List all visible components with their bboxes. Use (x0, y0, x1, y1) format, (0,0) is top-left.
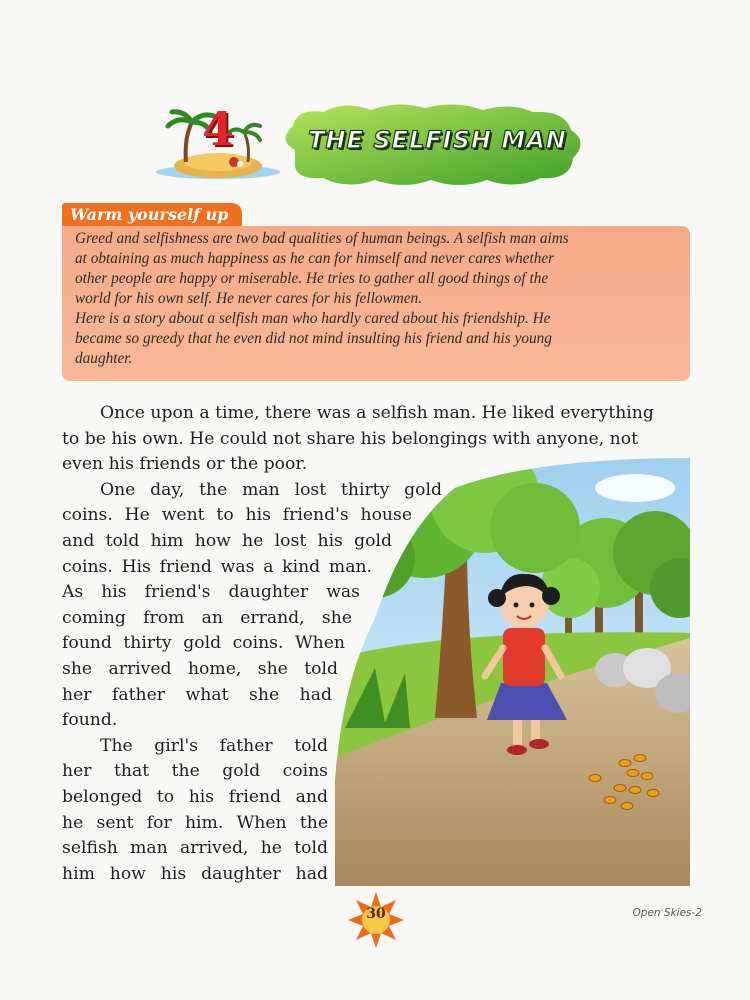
warm-up-line: became so greedy that he even did not mind insulting his friend and his young (75, 330, 552, 347)
chapter-header (150, 100, 590, 190)
page-number: 30 (366, 906, 386, 922)
story-line: The girl's father told (100, 735, 328, 756)
story-line: to be his own. He could not share his belongings with anyone, not (62, 428, 638, 449)
warm-up-line: Here is a story about a selfish man who hardly cared about his friendship. He (75, 310, 551, 327)
warm-up-line: other people are happy or miserable. He tries to gather all good things of the (75, 270, 549, 287)
story-line: belonged to his friend and (62, 786, 328, 807)
story-line: One day, the man lost thirty gold (100, 479, 442, 500)
story-line: selfish man arrived, he told (62, 838, 328, 859)
chapter-title: THE SELFISH MAN (308, 126, 567, 154)
story-line: As his friend's daughter was (62, 582, 360, 603)
story-line: found. (62, 710, 118, 731)
story-line: he sent for him. When the (62, 812, 328, 833)
story-line: her that the gold coins (62, 761, 328, 782)
chapter-number: 4 (201, 102, 234, 156)
story-line: Once upon a time, there was a selfish man. He liked everything (100, 403, 654, 423)
warm-up-heading: Warm yourself up (62, 203, 242, 227)
warm-up-text (75, 229, 680, 369)
story-line: her father what she had (62, 684, 332, 705)
story-line: even his friends or the poor. (62, 454, 308, 475)
story-line: coins. His friend was a kind man. (62, 556, 372, 577)
book-title: Open Skies-2 (632, 907, 702, 919)
warm-up-line: Greed and selfishness are two bad qualities of human beings. A selfish man aims (75, 230, 569, 247)
warm-up-line: at obtaining as much happiness as he can for himself and never cares whether (75, 250, 555, 267)
warm-up-line: world for his own self. He never cares for his fellowmen. (75, 290, 422, 307)
story-line: coins. He went to his friend's house (62, 505, 412, 526)
story-line: him how his daughter had (62, 863, 328, 884)
story-line: found thirty gold coins. When (62, 633, 345, 654)
story-line: coming from an errand, she (62, 607, 352, 628)
story-line: she arrived home, she told (62, 658, 338, 679)
warm-up-line: daughter. (75, 350, 133, 367)
story-line: and told him how he lost his gold (62, 530, 392, 551)
story-illustration (335, 458, 690, 886)
